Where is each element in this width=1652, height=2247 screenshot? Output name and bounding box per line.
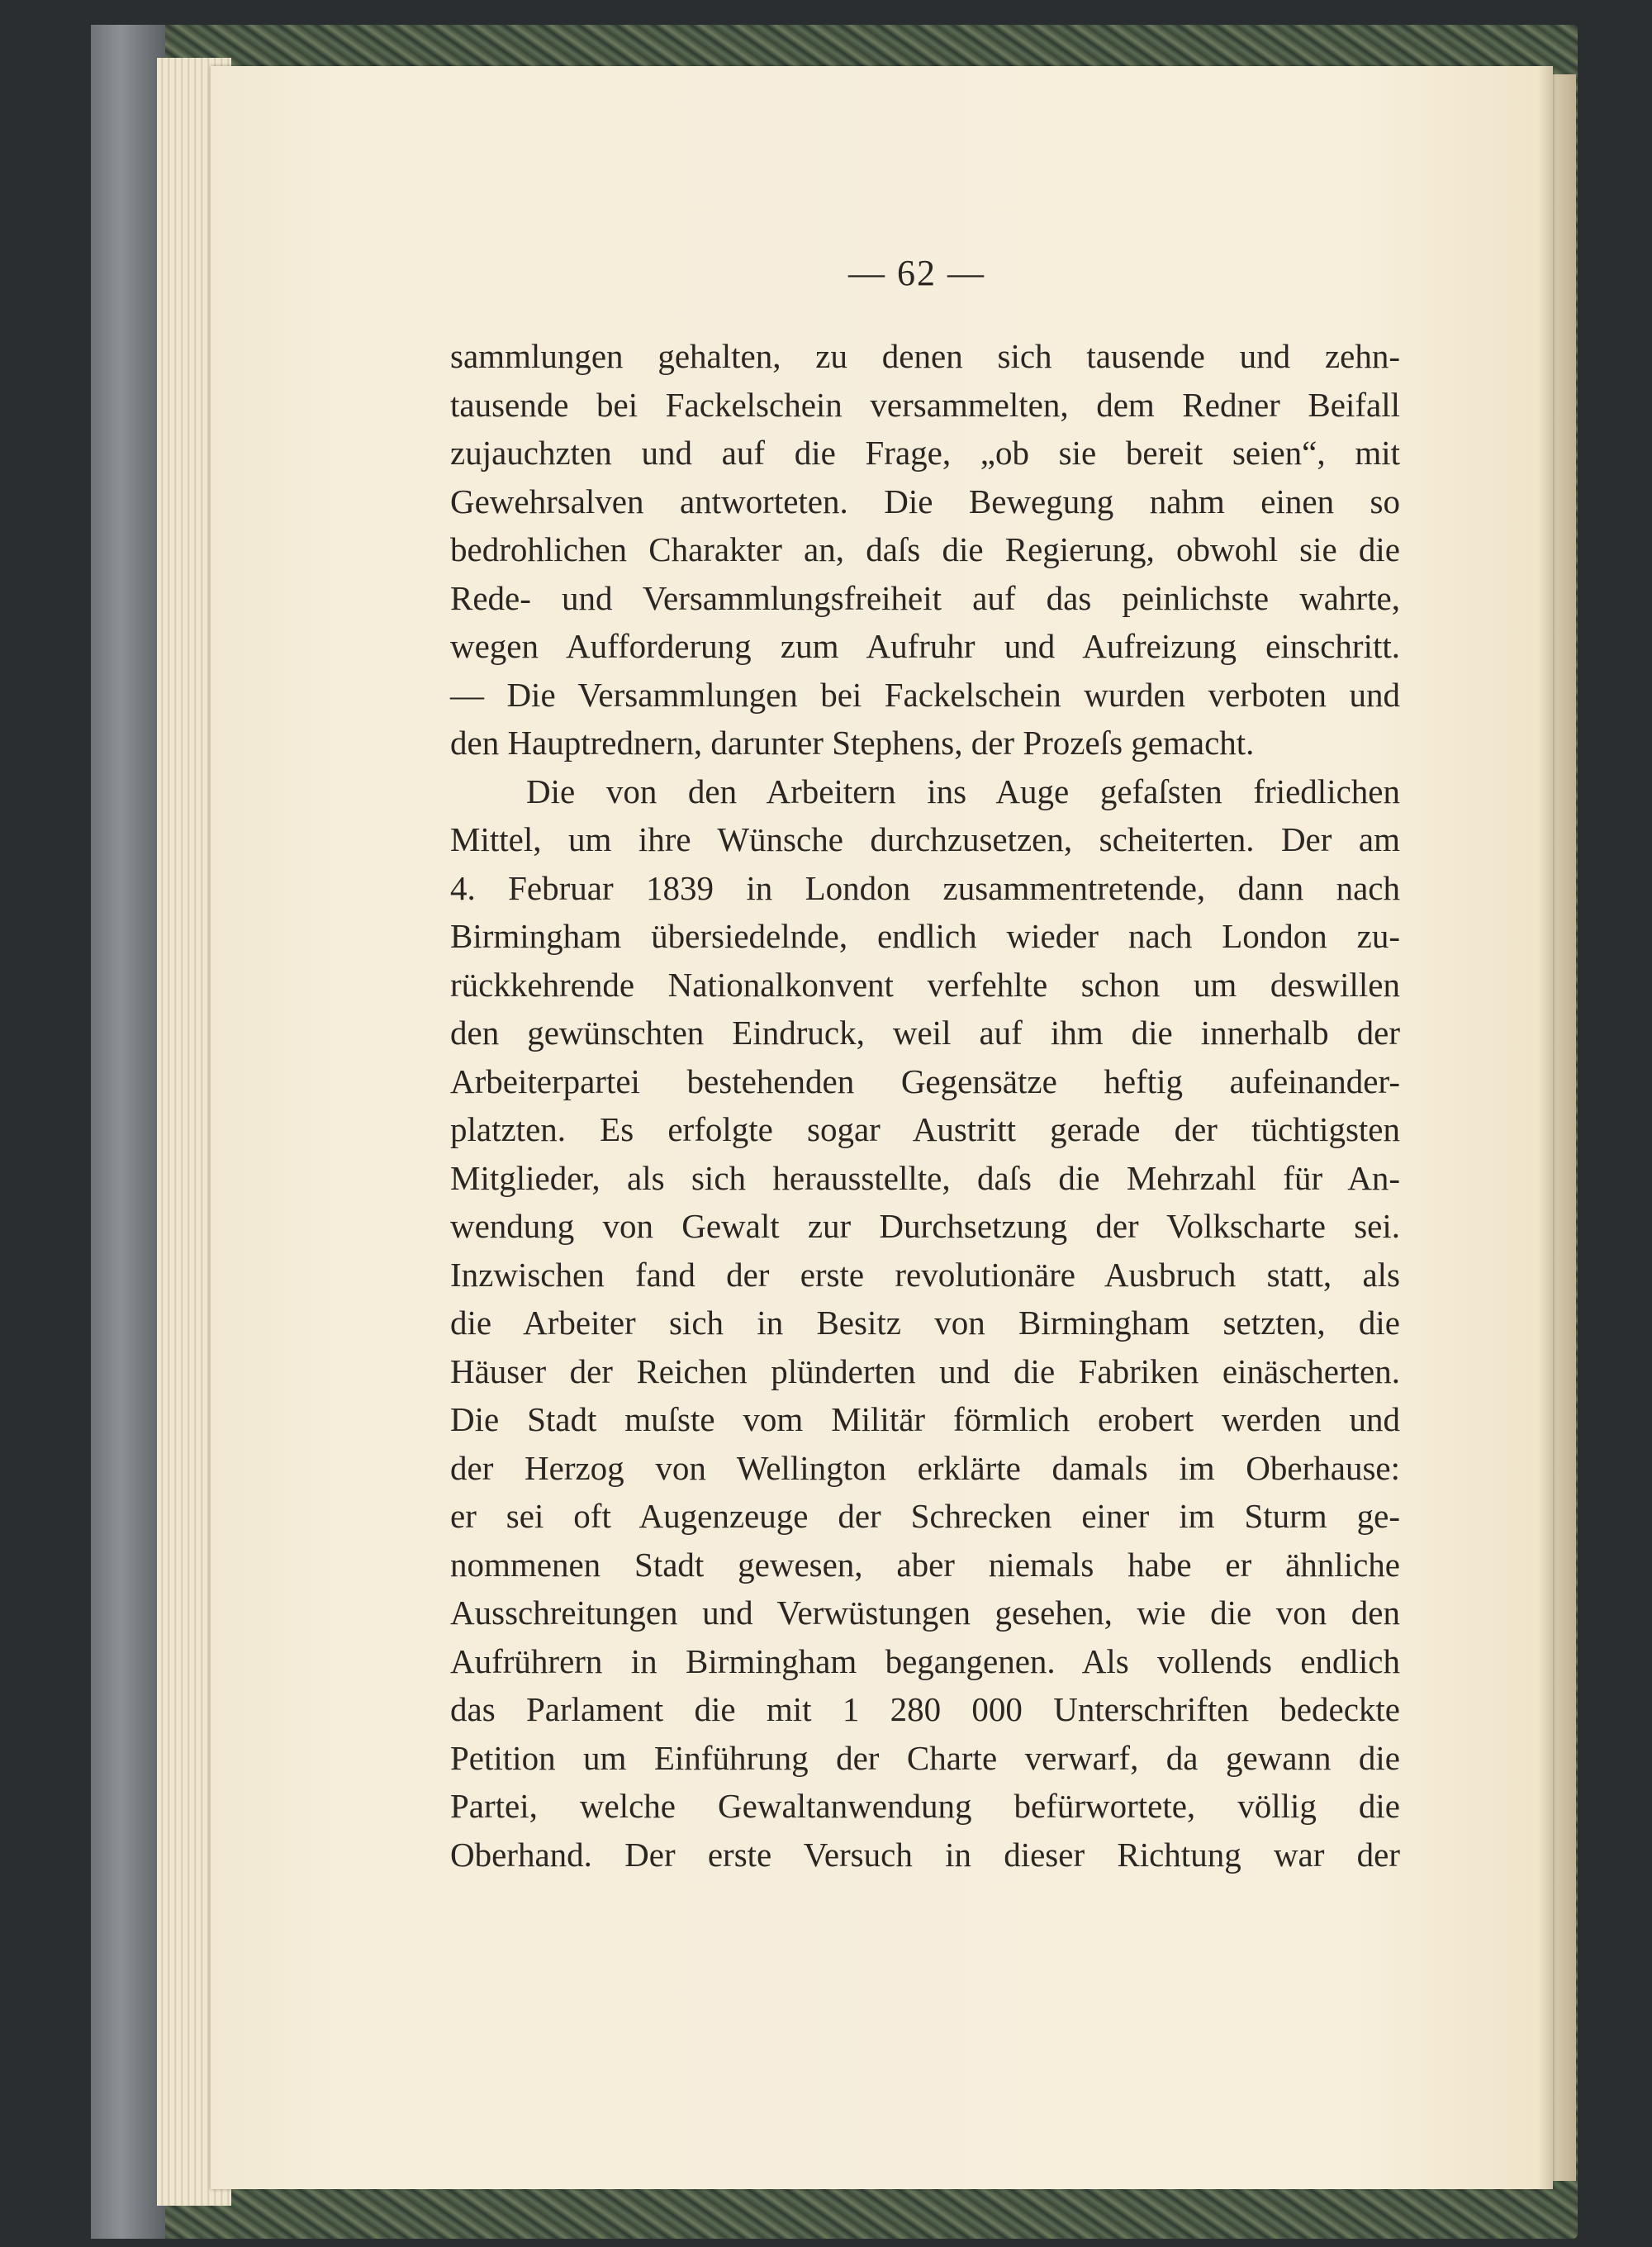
text-line: das Parlament die mit 1 280 000 Unterschriften bedeckte [450, 1690, 1400, 1728]
text-line: zujauchzten und auf die Frage, „ob sie bereit seien“, mit [450, 434, 1400, 472]
text-line: Ausschreitungen und Verwüstungen gesehen, wie die von den [450, 1594, 1400, 1632]
text-line: Aufrührern in Birmingham begangenen. Als vollends endlich [450, 1641, 1400, 1680]
text-line: sammlungen gehalten, zu denen sich tausende und zehn- [450, 337, 1400, 375]
text-line: Rede- und Versammlungsfreiheit auf das peinlichste wahrte, [450, 578, 1400, 617]
text-line: 4. Februar 1839 in London zusammentretende, dann nach [450, 868, 1400, 907]
text-line: Birmingham übersiedelnde, endlich wieder nach London zu- [450, 917, 1400, 955]
text-line: er sei oft Augenzeuge der Schrecken einer im Sturm ge- [450, 1497, 1400, 1535]
body-text [450, 332, 1400, 1879]
text-line: Mitglieder, als sich herausstellte, daſs die Mehrzahl für An- [450, 1158, 1400, 1197]
text-line: nommenen Stadt gewesen, aber niemals habe er ähnliche [450, 1545, 1400, 1584]
page-right-edge [1553, 74, 1576, 2181]
text-line: der Herzog von Wellington erklärte damals im Oberhause: [450, 1448, 1400, 1487]
page-number: — 62 — [848, 253, 985, 293]
text-line: tausende bei Fackelschein versammelten, dem Redner Beifall [450, 385, 1400, 424]
text-line: platzten. Es erfolgte sogar Austritt gerade der tüchtigsten [450, 1110, 1400, 1148]
text-line: Arbeiterpartei bestehenden Gegensätze heftig aufeinander- [450, 1062, 1400, 1100]
text-line: Die Stadt muſste vom Militär förmlich erobert werden und [450, 1400, 1400, 1438]
text-line: Inzwischen fand der erste revolutionäre Ausbruch statt, als [450, 1255, 1400, 1294]
text-line: Petition um Einführung der Charte verwarf, da gewann die [450, 1738, 1400, 1777]
text-line: den gewünschten Eindruck, weil auf ihm die innerhalb der [450, 1014, 1400, 1052]
text-line: Gewehrsalven antworteten. Die Bewegung nahm einen so [450, 482, 1400, 520]
book-spine [91, 25, 165, 2239]
text-line: Mittel, um ihre Wünsche durchzusetzen, scheiterten. Der am [450, 820, 1400, 858]
text-line: Partei, welche Gewaltanwendung befürwortete, völlig die [450, 1787, 1400, 1825]
text-line: bedrohlichen Charakter an, daſs die Regierung, obwohl sie die [450, 530, 1400, 568]
text-line: die Arbeiter sich in Besitz von Birmingham setzten, die [450, 1304, 1400, 1342]
text-line: Die von den Arbeitern ins Auge gefaſsten friedlichen [526, 772, 1400, 810]
text-line: Oberhand. Der erste Versuch in dieser Richtung war der [450, 1835, 1400, 1874]
text-line: rückkehrende Nationalkonvent verfehlte schon um deswillen [450, 965, 1400, 1004]
text-line: wegen Aufforderung zum Aufruhr und Aufreizung einschritt. [450, 627, 1400, 665]
text-line: den Hauptrednern, darunter Stephens, der Prozeſs gemacht. [450, 724, 1255, 762]
text-line: — Die Versammlungen bei Fackelschein wurden verboten und [450, 675, 1400, 714]
text-line: wendung von Gewalt zur Durchsetzung der Volkscharte sei. [450, 1207, 1400, 1245]
text-line: Häuser der Reichen plünderten und die Fabriken einäscherten. [450, 1352, 1400, 1390]
